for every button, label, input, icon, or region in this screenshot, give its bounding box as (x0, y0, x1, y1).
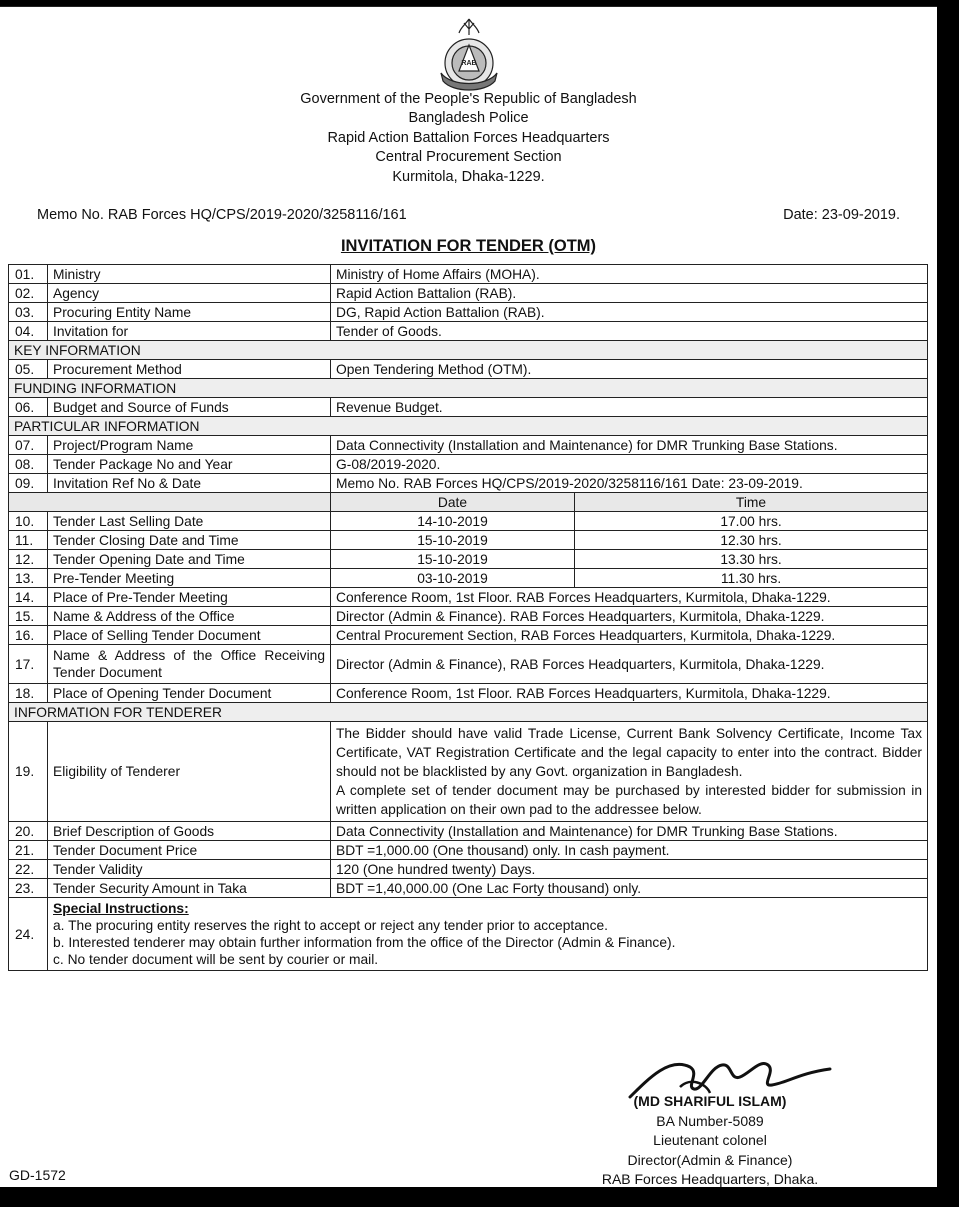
tender-table (8, 264, 928, 971)
row-value-eligibility (331, 722, 928, 822)
section-particular-information (9, 417, 928, 436)
section-heading: PARTICULAR INFORMATION (9, 417, 928, 436)
footer-code: GD-1572 (9, 1167, 66, 1183)
row-label: Place of Selling Tender Document (48, 626, 331, 645)
special-instruction-item: b. Interested tenderer may obtain further information from the office of the Director (Admin & Finance). (53, 935, 676, 950)
table-row (9, 684, 928, 703)
row-time: 13.30 hrs. (575, 550, 928, 569)
document-title: INVITATION FOR TENDER (OTM) (340, 237, 597, 255)
signatory-name: (MD SHARIFUL ISLAM) (633, 1093, 787, 1109)
table-row (9, 841, 928, 860)
row-number: 06. (9, 398, 48, 417)
row-number: 18. (9, 684, 48, 703)
row-date: 15-10-2019 (331, 531, 575, 550)
row-label: Budget and Source of Funds (48, 398, 331, 417)
document-page (0, 6, 937, 1187)
section-key-information (9, 341, 928, 360)
date-column-header: Date (331, 493, 575, 512)
row-value: DG, Rapid Action Battalion (RAB). (331, 303, 928, 322)
row-number: 14. (9, 588, 48, 607)
row-number: 23. (9, 879, 48, 898)
rab-emblem-logo (431, 15, 507, 93)
row-number: 03. (9, 303, 48, 322)
table-row (9, 607, 928, 626)
table-row (9, 645, 928, 684)
row-label: Tender Last Selling Date (48, 512, 331, 531)
row-label: Place of Opening Tender Document (48, 684, 331, 703)
row-value: Tender of Goods. (331, 322, 928, 341)
datetime-header-row (9, 493, 928, 512)
table-row (9, 322, 928, 341)
row-value: BDT =1,000.00 (One thousand) only. In cash payment. (331, 841, 928, 860)
table-row (9, 722, 928, 822)
row-number: 15. (9, 607, 48, 626)
row-number: 20. (9, 822, 48, 841)
row-number: 09. (9, 474, 48, 493)
datetime-header-blank (9, 493, 331, 512)
row-number: 24. (9, 898, 48, 971)
row-label: Procurement Method (48, 360, 331, 379)
table-row (9, 512, 928, 531)
section-information-for-tenderer (9, 703, 928, 722)
row-number: 08. (9, 455, 48, 474)
row-label: Procuring Entity Name (48, 303, 331, 322)
row-label: Invitation Ref No & Date (48, 474, 331, 493)
table-row (9, 360, 928, 379)
row-value: Ministry of Home Affairs (MOHA). (331, 265, 928, 284)
letterhead-line-government: Government of the People's Republic of Bangladesh (300, 91, 637, 107)
row-value: BDT =1,40,000.00 (One Lac Forty thousand) only. (331, 879, 928, 898)
row-number: 04. (9, 322, 48, 341)
table-row (9, 879, 928, 898)
row-number: 05. (9, 360, 48, 379)
table-row (9, 265, 928, 284)
row-time: 17.00 hrs. (575, 512, 928, 531)
row-number: 10. (9, 512, 48, 531)
row-value: Data Connectivity (Installation and Maintenance) for DMR Trunking Base Stations. (331, 436, 928, 455)
row-label: Agency (48, 284, 331, 303)
row-number: 13. (9, 569, 48, 588)
row-time: 12.30 hrs. (575, 531, 928, 550)
signatory-office: RAB Forces Headquarters, Dhaka. (601, 1171, 819, 1188)
row-number: 01. (9, 265, 48, 284)
row-date: 15-10-2019 (331, 550, 575, 569)
table-row-special-instructions (9, 898, 928, 971)
row-value: Director (Admin & Finance). RAB Forces Headquarters, Kurmitola, Dhaka-1229. (331, 607, 928, 626)
row-number: 19. (9, 722, 48, 822)
row-label: Project/Program Name (48, 436, 331, 455)
table-row (9, 531, 928, 550)
section-funding-information (9, 379, 928, 398)
section-heading: KEY INFORMATION (9, 341, 928, 360)
table-row (9, 626, 928, 645)
special-instruction-item: c. No tender document will be sent by courier or mail. (53, 952, 379, 967)
row-label: Tender Validity (48, 860, 331, 879)
eligibility-paragraph: The Bidder should have valid Trade License, Current Bank Solvency Certificate, Income Tax Certificate, VAT Registration Certificate and the legal capacity to enter into the contract. Bidder should not be blacklisted by any Govt. organization in Bangladesh. (336, 726, 923, 779)
section-heading: FUNDING INFORMATION (9, 379, 928, 398)
row-date: 14-10-2019 (331, 512, 575, 531)
row-label: Place of Pre-Tender Meeting (48, 588, 331, 607)
table-row (9, 588, 928, 607)
row-value: Director (Admin & Finance), RAB Forces Headquarters, Kurmitola, Dhaka-1229. (331, 645, 928, 684)
row-label: Brief Description of Goods (48, 822, 331, 841)
time-column-header: Time (575, 493, 928, 512)
row-label: Pre-Tender Meeting (48, 569, 331, 588)
row-value: Conference Room, 1st Floor. RAB Forces Headquarters, Kurmitola, Dhaka-1229. (331, 684, 928, 703)
special-instructions (48, 898, 928, 971)
table-row (9, 550, 928, 569)
row-value: 120 (One hundred twenty) Days. (331, 860, 928, 879)
table-row (9, 436, 928, 455)
letterhead (0, 90, 937, 187)
row-date: 03-10-2019 (331, 569, 575, 588)
table-row (9, 398, 928, 417)
section-heading: INFORMATION FOR TENDERER (9, 703, 928, 722)
row-time: 11.30 hrs. (575, 569, 928, 588)
row-value: Rapid Action Battalion (RAB). (331, 284, 928, 303)
row-value: Memo No. RAB Forces HQ/CPS/2019-2020/3258116/161 Date: 23-09-2019. (331, 474, 928, 493)
row-label: Ministry (48, 265, 331, 284)
row-number: 02. (9, 284, 48, 303)
letterhead-line-section: Central Procurement Section (375, 149, 562, 166)
row-label: Tender Opening Date and Time (48, 550, 331, 569)
table-row (9, 860, 928, 879)
memo-date: Date: 23-09-2019. (783, 207, 900, 223)
signatory-block (560, 1092, 860, 1190)
letterhead-line-address: Kurmitola, Dhaka-1229. (392, 168, 545, 185)
row-number: 16. (9, 626, 48, 645)
row-value: Conference Room, 1st Floor. RAB Forces Headquarters, Kurmitola, Dhaka-1229. (331, 588, 928, 607)
row-label: Tender Package No and Year (48, 455, 331, 474)
row-number: 11. (9, 531, 48, 550)
row-value: G-08/2019-2020. (331, 455, 928, 474)
row-label: Eligibility of Tenderer (48, 722, 331, 822)
memo-number: Memo No. RAB Forces HQ/CPS/2019-2020/3258116/161 (37, 207, 407, 223)
special-instruction-item: a. The procuring entity reserves the right to accept or reject any tender prior to acceptance. (53, 918, 608, 933)
row-number: 07. (9, 436, 48, 455)
row-value: Central Procurement Section, RAB Forces Headquarters, Kurmitola, Dhaka-1229. (331, 626, 928, 645)
svg-text:RAB: RAB (461, 60, 477, 67)
table-row (9, 284, 928, 303)
row-value: Open Tendering Method (OTM). (331, 360, 928, 379)
signatory-designation: Director(Admin & Finance) (627, 1151, 793, 1168)
row-label: Tender Document Price (48, 841, 331, 860)
row-number: 21. (9, 841, 48, 860)
row-label: Tender Security Amount in Taka (48, 879, 331, 898)
table-row (9, 569, 928, 588)
table-row (9, 303, 928, 322)
row-label: Name & Address of the Office (48, 607, 331, 626)
eligibility-purchase-note: A complete set of tender document may be purchased by interested bidder for submission in written application on their own pad to the addressee below. (336, 783, 923, 817)
table-row (9, 455, 928, 474)
row-label: Name & Address of the Office Receiving Tender Document (48, 645, 331, 684)
table-row (9, 822, 928, 841)
special-instructions-heading: Special Instructions: (53, 901, 189, 916)
letterhead-line-police: Bangladesh Police (408, 110, 529, 127)
letterhead-line-rab-hq: Rapid Action Battalion Forces Headquarters (327, 129, 610, 146)
signatory-rank: Lieutenant colonel (653, 1132, 767, 1149)
row-label: Tender Closing Date and Time (48, 531, 331, 550)
row-value: Revenue Budget. (331, 398, 928, 417)
table-row (9, 474, 928, 493)
row-label: Invitation for (48, 322, 331, 341)
row-number: 17. (9, 645, 48, 684)
row-number: 12. (9, 550, 48, 569)
row-value: Data Connectivity (Installation and Maintenance) for DMR Trunking Base Stations. (331, 822, 928, 841)
row-number: 22. (9, 860, 48, 879)
signatory-ba-number: BA Number-5089 (656, 1112, 764, 1129)
